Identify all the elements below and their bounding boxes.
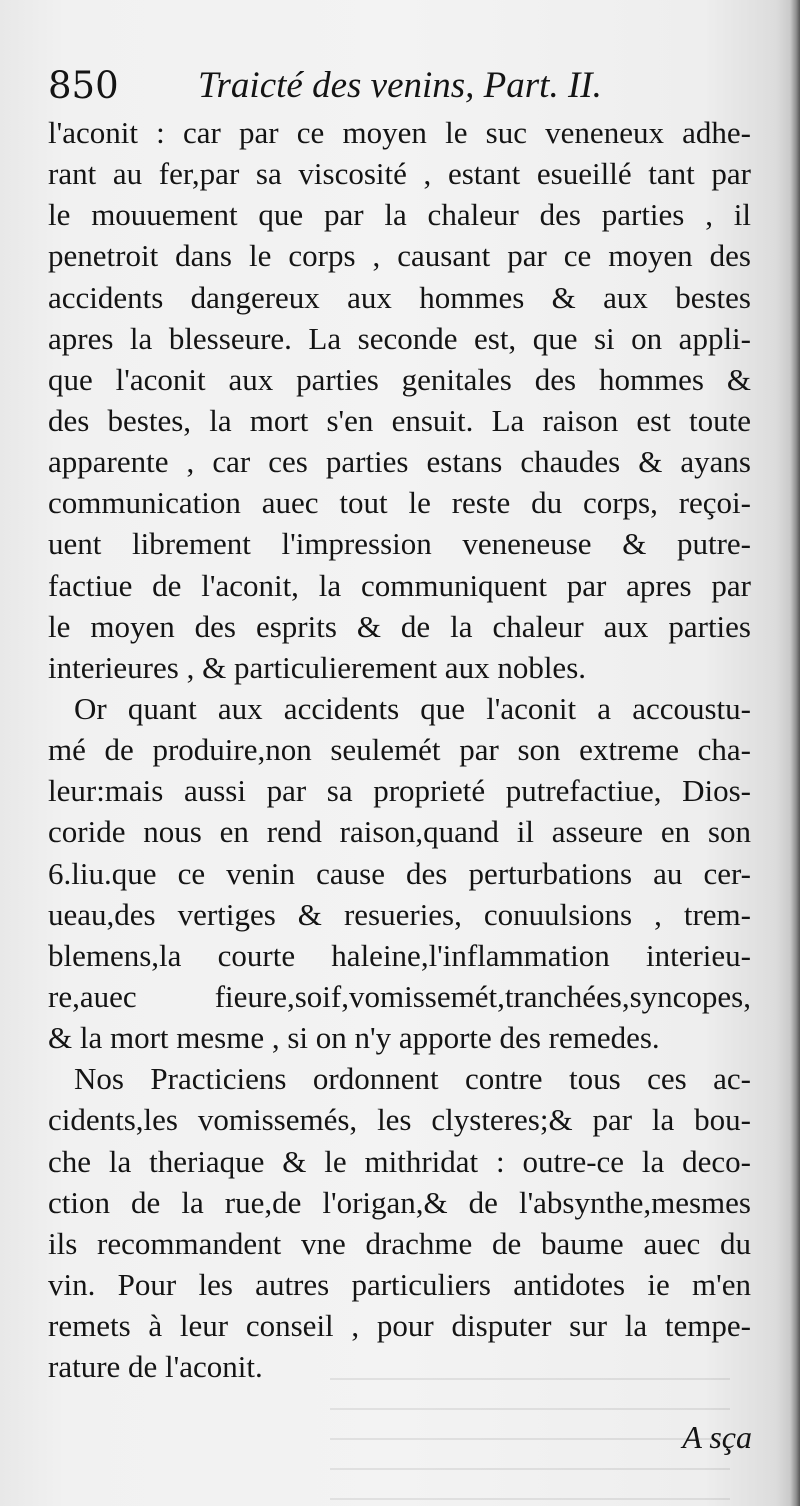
text-line: apres la blesseure. La seconde est, que si on appli- — [48, 320, 751, 356]
text-line: penetroit dans le corps , causant par ce moyen des — [48, 238, 751, 274]
catchword: A sça — [682, 1419, 752, 1455]
page-gutter-shadow — [790, 0, 800, 1506]
paragraph-end-line: rature de l'aconit. — [48, 1349, 263, 1385]
body-text — [48, 112, 751, 1387]
text-line: che la theriaque & le mithridat : outre-ce la deco- — [48, 1143, 751, 1179]
paragraph-end-line: & la mort mesme , si on n'y apporte des remedes. — [48, 1020, 660, 1056]
text-line: rant au fer,par sa viscosité , estant esueillé tant par — [48, 156, 751, 192]
text-line: leur:mais aussi par sa proprieté putrefactiue, Dios- — [48, 773, 751, 809]
text-line: apparente , car ces parties estans chaudes & ayans — [48, 444, 751, 480]
text-line: blemens,la courte haleine,l'inflammation interieu- — [48, 937, 751, 973]
page-header — [48, 62, 748, 110]
running-title: Traicté des venins, Part. II. — [198, 65, 602, 106]
text-line: l'aconit : car par ce moyen le suc veneneux adhe- — [48, 115, 751, 150]
text-line: le moyen des esprits & de la chaleur aux parties — [48, 608, 751, 644]
text-line: coride nous en rend raison,quand il asseure en son — [48, 814, 751, 850]
text-line: des bestes, la mort s'en ensuit. La raison est toute — [48, 402, 751, 438]
text-line: cidents,les vomissemés, les clysteres;& par la bou- — [48, 1102, 751, 1138]
text-line: vin. Pour les autres particuliers antidotes ie m'en — [48, 1266, 751, 1302]
text-line: factiue de l'aconit, la communiquent par apres par — [48, 567, 751, 603]
text-line: communication auec tout le reste du corps, reçoi- — [48, 485, 751, 521]
text-line: ueau,des vertiges & resueries, conuulsions , trem- — [48, 896, 751, 932]
text-line: que l'aconit aux parties genitales des hommes & — [48, 361, 751, 397]
text-line: accidents dangereux aux hommes & aux bestes — [48, 279, 751, 315]
text-line: 6.liu.que ce venin cause des perturbations au cer- — [48, 855, 751, 891]
paragraph-end-line: interieures , & particulierement aux nobles. — [48, 649, 587, 685]
show-through-texture — [330, 1370, 730, 1500]
text-line: mé de produire,non seulemét par son extreme cha- — [48, 732, 751, 768]
paragraph-start-line: Nos Practiciens ordonnent contre tous ces ac- — [74, 1061, 751, 1097]
text-line: ils recommandent vne drachme de baume auec du — [48, 1225, 751, 1261]
text-line: re,auec fieure,soif,vomissemét,tranchées,syncopes, — [48, 978, 751, 1014]
text-line: ction de la rue,de l'origan,& de l'absynthe,mesmes — [48, 1184, 751, 1220]
page-number: 850 — [48, 64, 119, 107]
text-line: le mouuement que par la chaleur des parties , il — [48, 197, 751, 233]
text-line: remets à leur conseil , pour disputer sur la tempe- — [48, 1308, 751, 1344]
paragraph-start-line: Or quant aux accidents que l'aconit a accoustu- — [74, 690, 751, 726]
text-line: uent librement l'impression veneneuse & putre- — [48, 526, 751, 562]
